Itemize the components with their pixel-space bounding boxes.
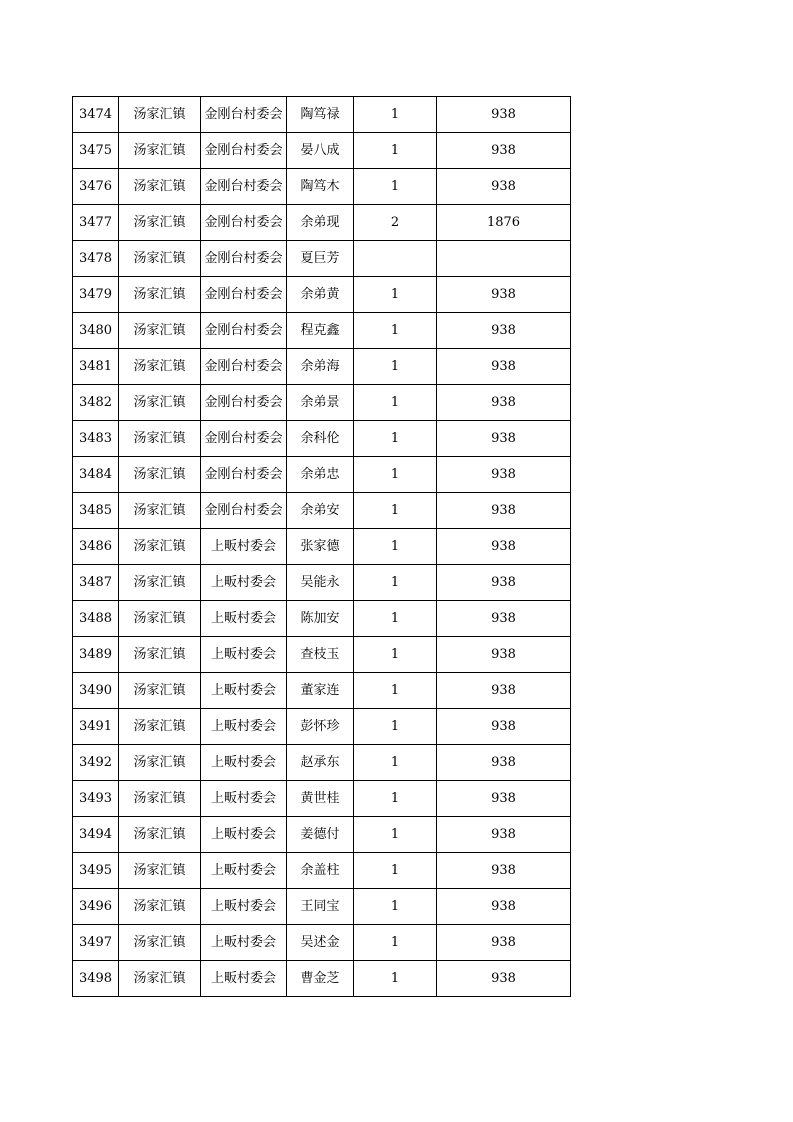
table-row <box>73 889 571 925</box>
row-id-cell: 3479 <box>73 277 119 313</box>
table-row <box>73 673 571 709</box>
person-name-cell: 彭怀珍 <box>287 709 354 745</box>
table-row <box>73 385 571 421</box>
village-cell: 金刚台村委会 <box>201 133 287 169</box>
town-cell: 汤家汇镇 <box>119 205 201 241</box>
town-cell: 汤家汇镇 <box>119 637 201 673</box>
town-cell: 汤家汇镇 <box>119 889 201 925</box>
village-cell: 上畈村委会 <box>201 565 287 601</box>
person-name-cell: 余盖柱 <box>287 853 354 889</box>
person-name-cell: 吴能永 <box>287 565 354 601</box>
amount-cell: 938 <box>437 817 571 853</box>
person-name-cell: 吴述金 <box>287 925 354 961</box>
amount-cell: 938 <box>437 421 571 457</box>
row-id-cell: 3490 <box>73 673 119 709</box>
table-row <box>73 349 571 385</box>
person-name-cell: 姜德付 <box>287 817 354 853</box>
count-cell: 1 <box>354 457 437 493</box>
village-cell: 金刚台村委会 <box>201 241 287 277</box>
person-name-cell: 晏八成 <box>287 133 354 169</box>
amount-cell: 938 <box>437 889 571 925</box>
count-cell: 1 <box>354 961 437 997</box>
count-cell: 1 <box>354 493 437 529</box>
person-name-cell: 余弟忠 <box>287 457 354 493</box>
count-cell: 1 <box>354 637 437 673</box>
amount-cell: 938 <box>437 169 571 205</box>
village-cell: 上畈村委会 <box>201 601 287 637</box>
amount-cell: 938 <box>437 961 571 997</box>
table-row <box>73 817 571 853</box>
table-row <box>73 277 571 313</box>
amount-cell: 938 <box>437 781 571 817</box>
row-id-cell: 3482 <box>73 385 119 421</box>
village-cell: 上畈村委会 <box>201 745 287 781</box>
person-name-cell: 张家德 <box>287 529 354 565</box>
person-name-cell: 余弟现 <box>287 205 354 241</box>
row-id-cell: 3478 <box>73 241 119 277</box>
count-cell: 1 <box>354 781 437 817</box>
amount-cell: 938 <box>437 457 571 493</box>
person-name-cell: 查枝玉 <box>287 637 354 673</box>
amount-cell: 1876 <box>437 205 571 241</box>
village-cell: 上畈村委会 <box>201 853 287 889</box>
village-cell: 上畈村委会 <box>201 637 287 673</box>
count-cell: 1 <box>354 673 437 709</box>
village-cell: 金刚台村委会 <box>201 385 287 421</box>
table-row <box>73 601 571 637</box>
row-id-cell: 3487 <box>73 565 119 601</box>
row-id-cell: 3494 <box>73 817 119 853</box>
count-cell: 1 <box>354 565 437 601</box>
amount-cell: 938 <box>437 709 571 745</box>
town-cell: 汤家汇镇 <box>119 385 201 421</box>
village-cell: 金刚台村委会 <box>201 421 287 457</box>
count-cell: 1 <box>354 925 437 961</box>
table-row <box>73 853 571 889</box>
row-id-cell: 3480 <box>73 313 119 349</box>
town-cell: 汤家汇镇 <box>119 925 201 961</box>
amount-cell: 938 <box>437 745 571 781</box>
table-row <box>73 745 571 781</box>
town-cell: 汤家汇镇 <box>119 421 201 457</box>
table-row <box>73 565 571 601</box>
person-name-cell: 余弟黄 <box>287 277 354 313</box>
person-name-cell: 陶笃木 <box>287 169 354 205</box>
person-name-cell: 程克鑫 <box>287 313 354 349</box>
amount-cell: 938 <box>437 601 571 637</box>
count-cell <box>354 241 437 277</box>
town-cell: 汤家汇镇 <box>119 673 201 709</box>
village-cell: 上畈村委会 <box>201 961 287 997</box>
count-cell: 1 <box>354 97 437 133</box>
table-row <box>73 529 571 565</box>
row-id-cell: 3498 <box>73 961 119 997</box>
amount-cell <box>437 241 571 277</box>
row-id-cell: 3488 <box>73 601 119 637</box>
person-name-cell: 曹金芝 <box>287 961 354 997</box>
count-cell: 1 <box>354 889 437 925</box>
amount-cell: 938 <box>437 529 571 565</box>
table-row <box>73 961 571 997</box>
table-row <box>73 925 571 961</box>
count-cell: 1 <box>354 277 437 313</box>
town-cell: 汤家汇镇 <box>119 457 201 493</box>
row-id-cell: 3497 <box>73 925 119 961</box>
amount-cell: 938 <box>437 493 571 529</box>
count-cell: 1 <box>354 745 437 781</box>
row-id-cell: 3475 <box>73 133 119 169</box>
village-cell: 金刚台村委会 <box>201 97 287 133</box>
amount-cell: 938 <box>437 385 571 421</box>
table-row <box>73 637 571 673</box>
amount-cell: 938 <box>437 133 571 169</box>
table-body <box>73 97 571 997</box>
person-name-cell: 陈加安 <box>287 601 354 637</box>
count-cell: 1 <box>354 169 437 205</box>
amount-cell: 938 <box>437 349 571 385</box>
table-row <box>73 97 571 133</box>
table-row <box>73 709 571 745</box>
table-row <box>73 493 571 529</box>
table-row <box>73 241 571 277</box>
village-cell: 金刚台村委会 <box>201 169 287 205</box>
person-name-cell: 余弟安 <box>287 493 354 529</box>
person-name-cell: 赵承东 <box>287 745 354 781</box>
table-row <box>73 457 571 493</box>
table-row <box>73 781 571 817</box>
town-cell: 汤家汇镇 <box>119 961 201 997</box>
count-cell: 1 <box>354 817 437 853</box>
town-cell: 汤家汇镇 <box>119 601 201 637</box>
row-id-cell: 3476 <box>73 169 119 205</box>
town-cell: 汤家汇镇 <box>119 493 201 529</box>
amount-cell: 938 <box>437 673 571 709</box>
row-id-cell: 3496 <box>73 889 119 925</box>
count-cell: 1 <box>354 421 437 457</box>
amount-cell: 938 <box>437 637 571 673</box>
row-id-cell: 3481 <box>73 349 119 385</box>
town-cell: 汤家汇镇 <box>119 133 201 169</box>
person-name-cell: 黄世桂 <box>287 781 354 817</box>
count-cell: 1 <box>354 133 437 169</box>
village-cell: 金刚台村委会 <box>201 457 287 493</box>
person-name-cell: 余科伦 <box>287 421 354 457</box>
town-cell: 汤家汇镇 <box>119 277 201 313</box>
village-cell: 上畈村委会 <box>201 925 287 961</box>
town-cell: 汤家汇镇 <box>119 169 201 205</box>
data-table <box>72 96 571 997</box>
row-id-cell: 3477 <box>73 205 119 241</box>
count-cell: 2 <box>354 205 437 241</box>
village-cell: 上畈村委会 <box>201 817 287 853</box>
row-id-cell: 3495 <box>73 853 119 889</box>
town-cell: 汤家汇镇 <box>119 241 201 277</box>
person-name-cell: 王同宝 <box>287 889 354 925</box>
table-row <box>73 421 571 457</box>
amount-cell: 938 <box>437 97 571 133</box>
row-id-cell: 3492 <box>73 745 119 781</box>
town-cell: 汤家汇镇 <box>119 781 201 817</box>
count-cell: 1 <box>354 709 437 745</box>
count-cell: 1 <box>354 385 437 421</box>
row-id-cell: 3474 <box>73 97 119 133</box>
count-cell: 1 <box>354 313 437 349</box>
amount-cell: 938 <box>437 313 571 349</box>
count-cell: 1 <box>354 529 437 565</box>
person-name-cell: 余弟景 <box>287 385 354 421</box>
row-id-cell: 3484 <box>73 457 119 493</box>
person-name-cell: 余弟海 <box>287 349 354 385</box>
village-cell: 上畈村委会 <box>201 709 287 745</box>
table-row <box>73 169 571 205</box>
table-row <box>73 133 571 169</box>
village-cell: 金刚台村委会 <box>201 313 287 349</box>
row-id-cell: 3485 <box>73 493 119 529</box>
town-cell: 汤家汇镇 <box>119 745 201 781</box>
row-id-cell: 3493 <box>73 781 119 817</box>
village-cell: 上畈村委会 <box>201 529 287 565</box>
row-id-cell: 3491 <box>73 709 119 745</box>
town-cell: 汤家汇镇 <box>119 565 201 601</box>
person-name-cell: 董家连 <box>287 673 354 709</box>
town-cell: 汤家汇镇 <box>119 529 201 565</box>
village-cell: 金刚台村委会 <box>201 349 287 385</box>
amount-cell: 938 <box>437 925 571 961</box>
village-cell: 上畈村委会 <box>201 889 287 925</box>
town-cell: 汤家汇镇 <box>119 313 201 349</box>
row-id-cell: 3489 <box>73 637 119 673</box>
village-cell: 金刚台村委会 <box>201 277 287 313</box>
row-id-cell: 3483 <box>73 421 119 457</box>
town-cell: 汤家汇镇 <box>119 853 201 889</box>
count-cell: 1 <box>354 349 437 385</box>
amount-cell: 938 <box>437 565 571 601</box>
table-row <box>73 205 571 241</box>
count-cell: 1 <box>354 601 437 637</box>
count-cell: 1 <box>354 853 437 889</box>
town-cell: 汤家汇镇 <box>119 349 201 385</box>
town-cell: 汤家汇镇 <box>119 817 201 853</box>
village-cell: 上畈村委会 <box>201 781 287 817</box>
village-cell: 金刚台村委会 <box>201 205 287 241</box>
village-cell: 金刚台村委会 <box>201 493 287 529</box>
amount-cell: 938 <box>437 853 571 889</box>
person-name-cell: 夏巨芳 <box>287 241 354 277</box>
row-id-cell: 3486 <box>73 529 119 565</box>
town-cell: 汤家汇镇 <box>119 709 201 745</box>
village-cell: 上畈村委会 <box>201 673 287 709</box>
person-name-cell: 陶笃禄 <box>287 97 354 133</box>
town-cell: 汤家汇镇 <box>119 97 201 133</box>
table-row <box>73 313 571 349</box>
amount-cell: 938 <box>437 277 571 313</box>
